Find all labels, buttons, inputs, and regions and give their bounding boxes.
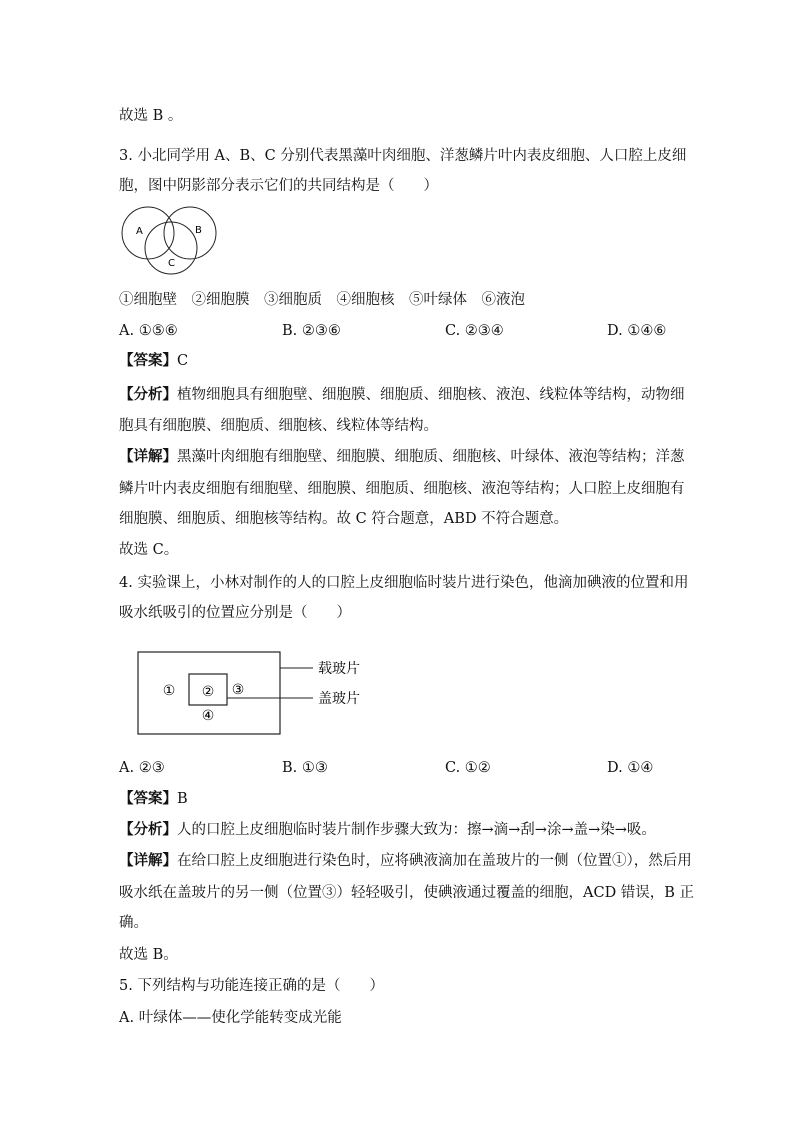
q3-option-b: B. ②③⑥ — [282, 323, 341, 339]
q3-detail-line-2: 鳞片叶内表皮细胞有细胞壁、细胞膜、细胞质、细胞核、液泡等结构；人口腔上皮细胞有 — [119, 481, 685, 497]
label-slide: 载玻片 — [318, 661, 360, 677]
analysis-text: 人的口腔上皮细胞临时装片制作步骤大致为：擦→滴→刮→涂→盖→染→吸。 — [177, 822, 656, 838]
q3-option-a: A. ①⑤⑥ — [119, 323, 178, 339]
analysis-text: 植物细胞具有细胞壁、细胞膜、细胞质、细胞核、液泡、线粒体等结构，动物细 — [177, 387, 685, 403]
q3-analysis-line-2: 胞具有细胞膜、细胞质、细胞核、线粒体等结构。 — [119, 418, 438, 434]
q4-answer — [119, 789, 188, 809]
answer-value: C — [177, 353, 189, 369]
marker-3: ③ — [231, 682, 245, 698]
q3-answer — [119, 351, 188, 371]
analysis-tag: 【分析】 — [119, 821, 177, 838]
detail-text: 黑藻叶肉细胞有细胞壁、细胞膜、细胞质、细胞核、叶绿体、液泡等结构；洋葱 — [177, 449, 685, 465]
venn-label-a: A — [136, 226, 143, 237]
q4-option-b: B. ①③ — [282, 760, 328, 776]
label-cover-slip: 盖玻片 — [318, 691, 360, 707]
answer-tag: 【答案】 — [119, 352, 177, 369]
analysis-tag: 【分析】 — [119, 386, 177, 403]
q3-detail-line-1 — [119, 447, 685, 467]
answer-tag: 【答案】 — [119, 790, 177, 807]
q4-detail-line-2: 吸水纸在盖玻片的另一侧（位置③）轻轻吸引，使碘液通过覆盖的细胞，ACD 错误，B 正 — [119, 885, 695, 901]
q5-option-a: A. 叶绿体——使化学能转变成光能 — [119, 1010, 342, 1026]
detail-tag: 【详解】 — [119, 852, 177, 869]
q4-stem-line-1: 4. 实验课上，小林对制作的人的口腔上皮细胞临时装片进行染色，他滴加碘液的位置和用 — [119, 575, 689, 591]
previous-conclusion: 故选 B 。 — [119, 108, 183, 124]
venn-circle-b — [164, 207, 216, 259]
q3-stem-line-2: 胞，图中阴影部分表示它们的共同结构是（ ） — [119, 178, 438, 194]
q3-stem-line-1: 3. 小北同学用 A、B、C 分别代表黑藻叶肉细胞、洋葱鳞片叶内表皮细胞、人口腔上皮细 — [119, 148, 687, 164]
detail-tag: 【详解】 — [119, 448, 177, 465]
venn-label-b: B — [195, 225, 202, 236]
q3-detail-line-3: 细胞膜、细胞质、细胞核等结构。故 C 符合题意，ABD 不符合题意。 — [119, 511, 569, 527]
venn-label-c: C — [168, 258, 175, 269]
q3-venn-diagram — [118, 210, 228, 275]
q3-structure-list: ①细胞壁 ②细胞膜 ③细胞质 ④细胞核 ⑤叶绿体 ⑥液泡 — [119, 292, 525, 308]
marker-2: ② — [201, 684, 215, 700]
detail-text: 在给口腔上皮细胞进行染色时，应将碘液滴加在盖玻片的一侧（位置①），然后用 — [177, 853, 692, 869]
q4-detail-line-3: 确。 — [119, 915, 148, 931]
marker-1: ① — [162, 683, 176, 699]
venn-circle-a — [122, 207, 174, 259]
q4-option-a: A. ②③ — [119, 760, 165, 776]
q4-analysis-line-1 — [119, 820, 656, 840]
q4-slide-diagram — [138, 652, 378, 737]
q3-conclusion: 故选 C。 — [119, 542, 179, 558]
marker-4: ④ — [201, 708, 215, 724]
q3-option-d: D. ①④⑥ — [607, 323, 667, 339]
q4-conclusion: 故选 B。 — [119, 947, 178, 963]
q4-option-c: C. ①② — [445, 760, 491, 776]
q4-detail-line-1 — [119, 851, 692, 871]
q3-option-c: C. ②③④ — [445, 323, 504, 339]
q4-option-d: D. ①④ — [607, 760, 654, 776]
q5-stem-line-1: 5. 下列结构与功能连接正确的是（ ） — [119, 978, 384, 994]
q3-analysis-line-1 — [119, 385, 685, 405]
answer-value: B — [177, 791, 188, 807]
q4-stem-line-2: 吸水纸吸引的位置应分别是（ ） — [119, 605, 351, 621]
